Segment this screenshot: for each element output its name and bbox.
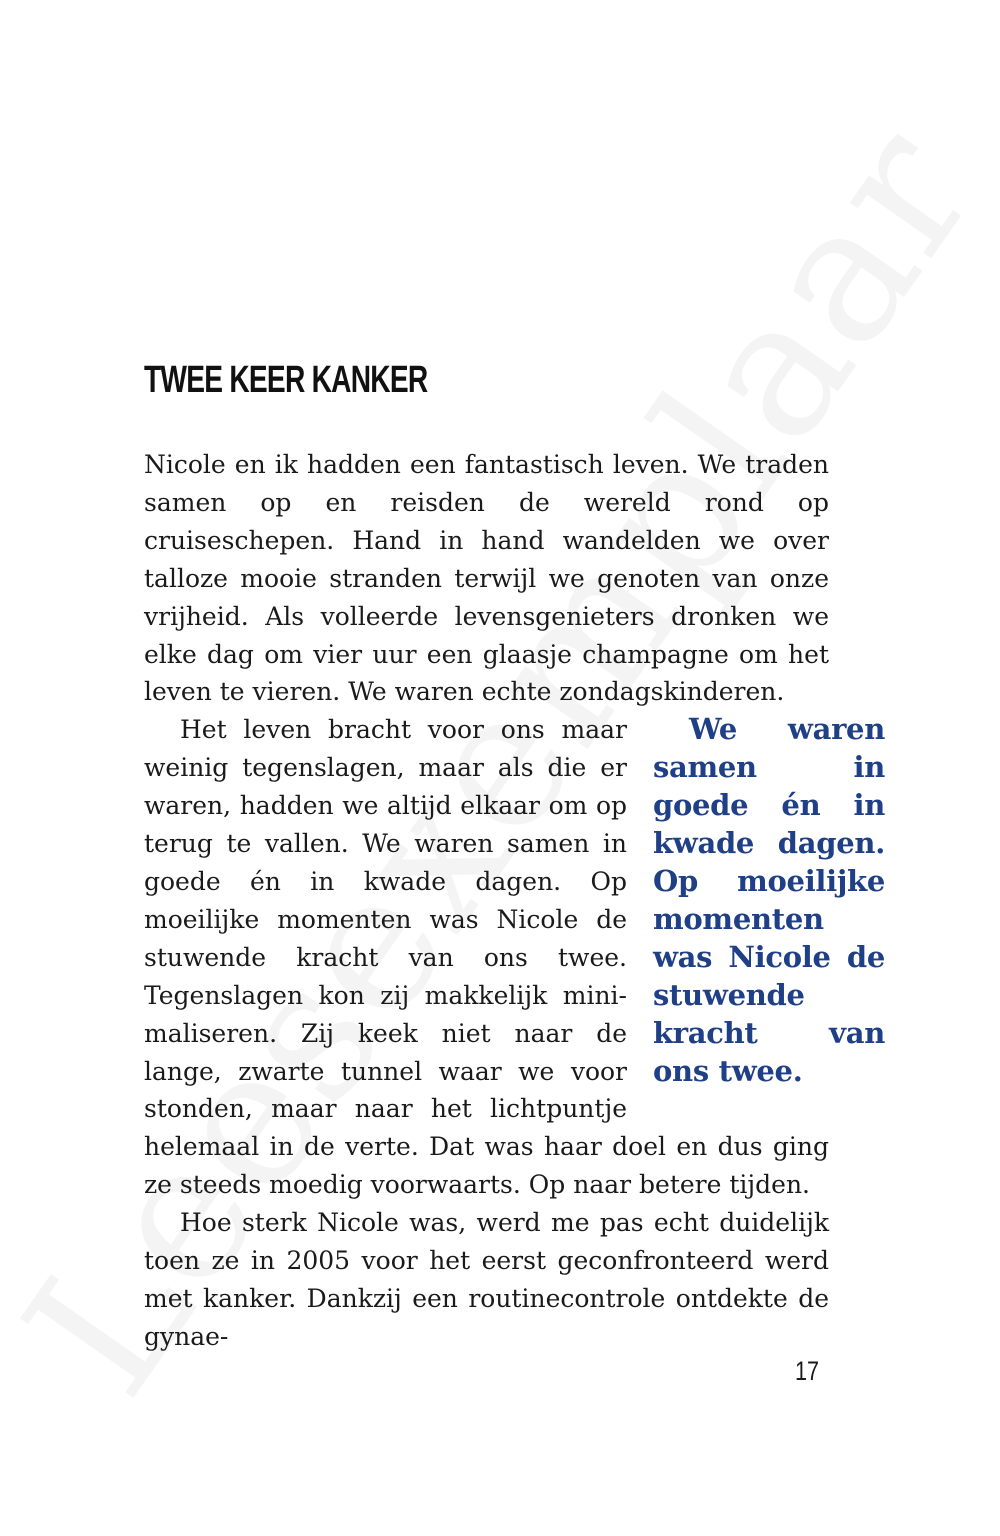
paragraph-3: Hoe sterk Nicole was, werd me pas echt duidelijk toen ze in 2005 voor het eerst geconfronteerd werd met kanker. Dankzij een routinecontrole ontdekte de gynae- [144,1208,829,1351]
pull-quote: We waren samen in goede én in kwade dagen. Op moeilijke momenten was Nicole de stuwende kracht van ons twee. [653,712,885,1088]
body-text [144,446,885,1356]
chapter-title: TWEE KEER KANKER [144,359,428,401]
paragraph-2 [144,711,885,1204]
paragraph-2-text: Het leven bracht voor ons maar weinig tegenslagen, maar als die er waren, hadden we altijd elkaar om op terug te vallen. We waren samen in goede én in kwade dagen. Op moeilijke momenten was Nicole de stuwende kracht van ons twee. Tegenslagen kon zij makkelijk minimaliseren. Zij keek niet naar de lange, zwarte tunnel waar we voor stonden, maar naar het lichtpuntje helemaal in de verte. Dat was haar doel en dus ging ze steeds moedig voorwaarts. Op naar betere tijden. [144,715,829,1200]
page-number: 17 [795,1356,820,1386]
paragraph-1: Nicole en ik hadden een fantastisch leven. We traden samen op en reisden de wereld rond op cruiseschepen. Hand in hand wandelden we over talloze mooie stranden terwijl we genoten van onze vrijheid. Als volleerde levensgenieters dronken we elke dag om vier uur een glaasje champagne om het leven te vieren. We waren echte zondagskinderen. [144,450,829,707]
